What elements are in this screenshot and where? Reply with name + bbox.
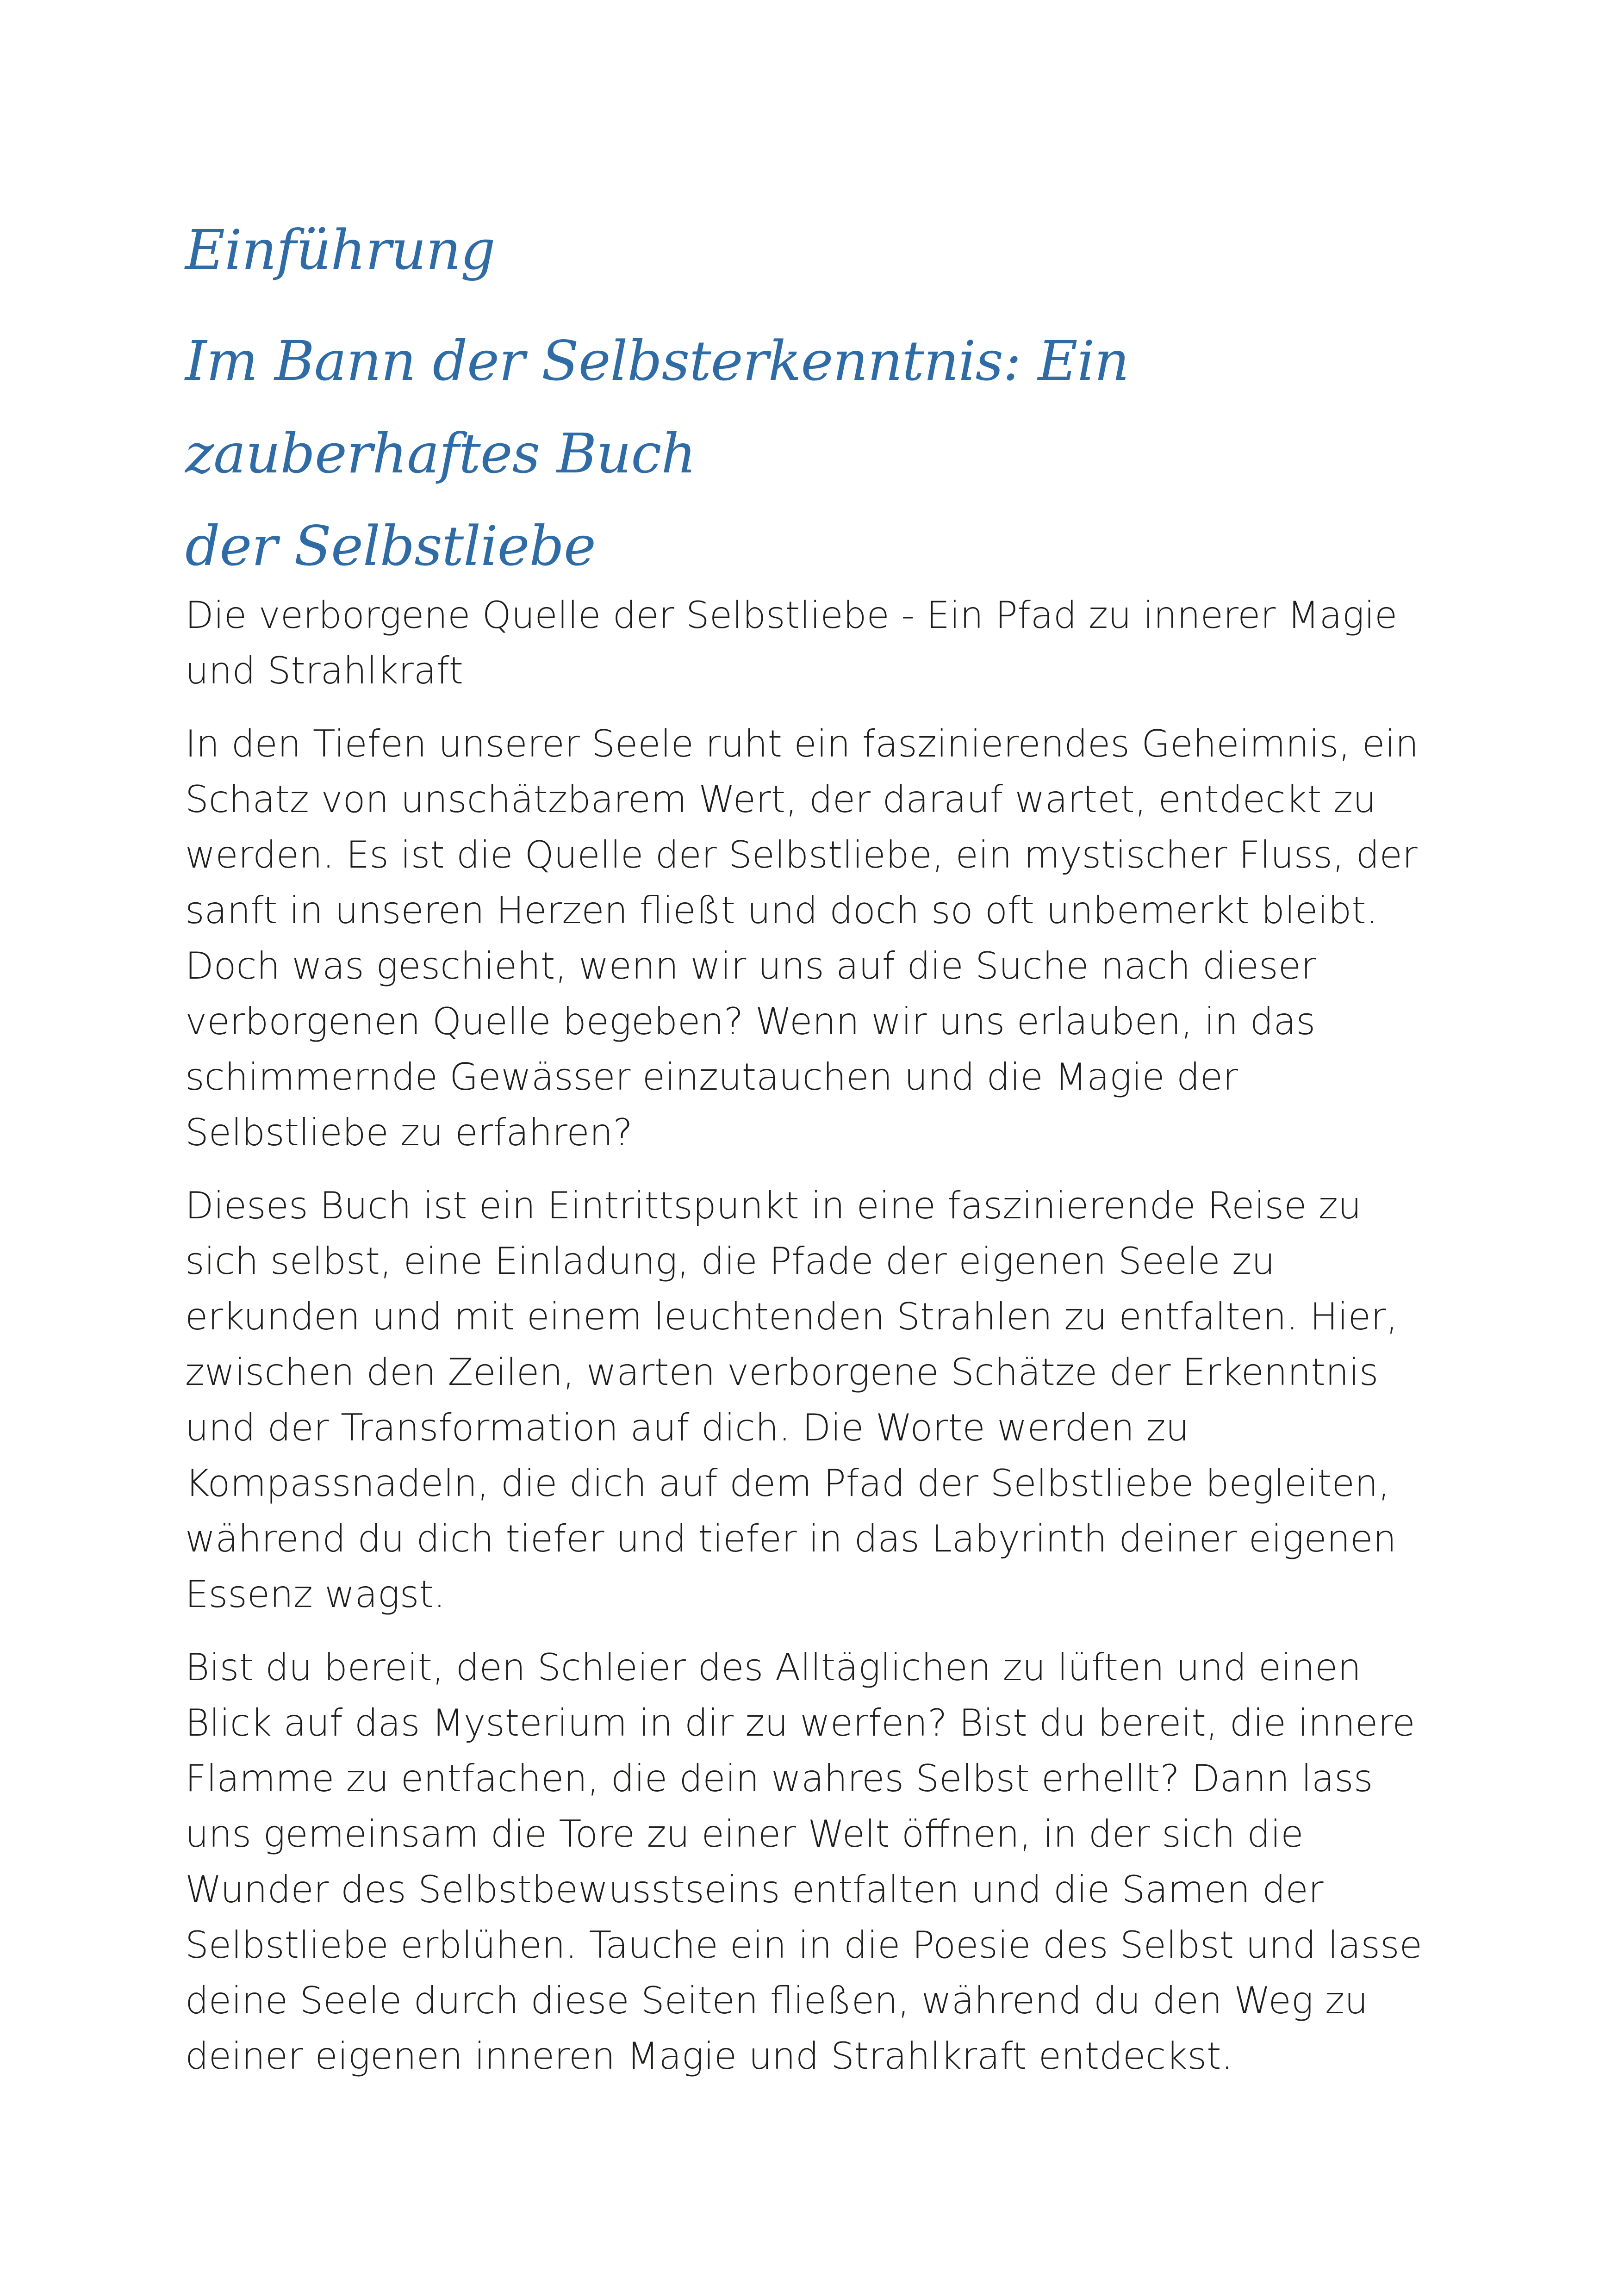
chapter-label: Einführung <box>185 218 495 282</box>
chapter-title <box>185 315 1462 592</box>
chapter-title-line-1: Im Bann der Selbsterkenntnis: Ein zauberhaftes Buch <box>185 329 1129 485</box>
paragraph-2: Dieses Buch ist ein Eintrittspunkt in eine faszinierende Reise zu sich selbst, eine Einladung, die Pfade der eigenen Seele zu erkunden und mit einem leuchtenden Strahlen zu entfalten. Hier, zwischen den Zeilen, warten verborgene Schätze der Erkenntnis und der Transformation auf dich. Die Worte werden zu Kompassnadeln, die dich auf dem Pfad der Selbstliebe begleiten, während du dich tiefer und tiefer in das Labyrinth deiner eigenen Essenz wagst. <box>185 1184 1398 1616</box>
paragraph-3: Bist du bereit, den Schleier des Alltäglichen zu lüften und einen Blick auf das Mysterium in dir zu werfen? Bist du bereit, die innere Flamme zu entfachen, die dein wahres Selbst erhellt? Dann lass uns gemeinsam die Tore zu einer Welt öffnen, in der sich die Wunder des Selbstbewusstseins entfalten und die Samen der Selbstliebe erblühen. Tauche ein in die Poesie des Selbst und lasse deine Seele durch diese Seiten fließen, während du den Weg zu deiner eigenen inneren Magie und Strahlkraft entdeckst. <box>185 1646 1422 2078</box>
chapter-title-line-2: der Selbstliebe <box>185 514 596 578</box>
paragraph-1: In den Tiefen unserer Seele ruht ein faszinierendes Geheimnis, ein Schatz von unschätzbarem Wert, der darauf wartet, entdeckt zu werden. Es ist die Quelle der Selbstliebe, ein mystischer Fluss, der sanft in unseren Herzen fließt und doch so oft unbemerkt bleibt. Doch was geschieht, wenn wir uns auf die Suche nach dieser verborgenen Quelle begeben? Wenn wir uns erlauben, in das schimmernde Gewässer einzutauchen und die Magie der Selbstliebe zu erfahren? <box>185 722 1419 1154</box>
section-subtitle: Die verborgene Quelle der Selbstliebe - Ein Pfad zu innerer Magie und Strahlkraft <box>185 594 1398 692</box>
body-text <box>185 588 1444 2102</box>
